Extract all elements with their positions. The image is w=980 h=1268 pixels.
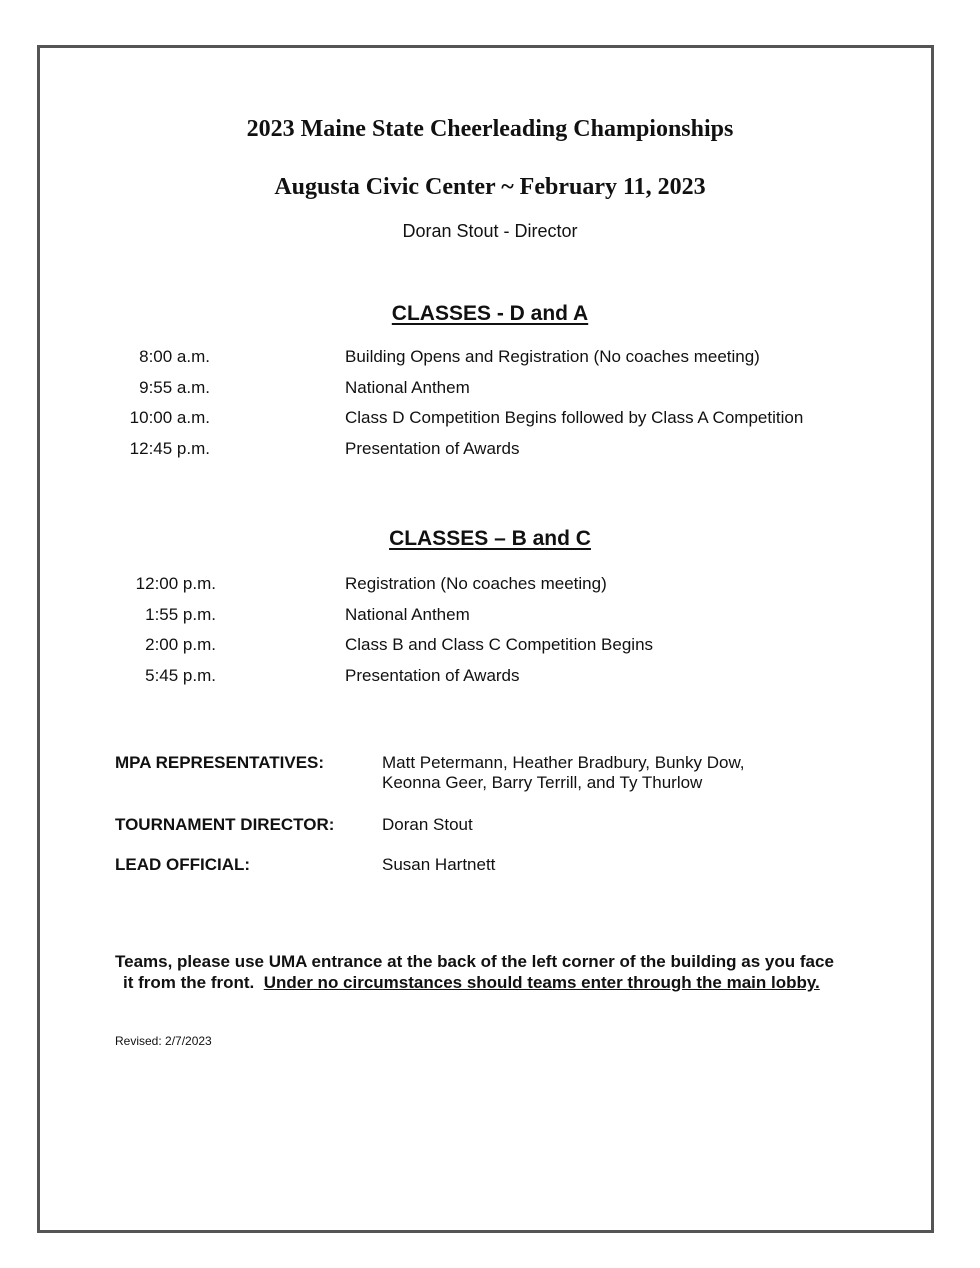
schedule-event: Presentation of Awards <box>345 439 520 458</box>
director-line: Doran Stout - Director <box>402 221 578 241</box>
entrance-notice <box>115 951 875 993</box>
staff-value-line: Keonna Geer, Barry Terrill, and Ty Thurlow <box>382 773 703 792</box>
schedule-time: 5:45 p.m. <box>145 666 216 685</box>
schedule-event: Class D Competition Begins followed by Class A Competition <box>345 408 804 427</box>
schedule-row <box>0 347 980 369</box>
section-heading-b-c: CLASSES – B and C <box>389 527 591 550</box>
schedule-event: Class B and Class C Competition Begins <box>345 635 654 654</box>
staff-value-line: Doran Stout <box>382 815 473 834</box>
staff-label: MPA REPRESENTATIVES: <box>115 753 325 772</box>
schedule-time: 12:00 p.m. <box>135 574 216 593</box>
notice-plain: it from the front. <box>123 973 255 992</box>
schedule-row <box>0 605 980 627</box>
section-heading-d-a: CLASSES - D and A <box>391 302 589 325</box>
schedule-row <box>0 666 980 688</box>
schedule-time: 12:45 p.m. <box>129 439 210 458</box>
schedule-time: 9:55 a.m. <box>139 378 210 397</box>
schedule-time: 10:00 a.m. <box>129 408 210 427</box>
staff-value-line: Matt Petermann, Heather Bradbury, Bunky Dow, <box>382 753 745 772</box>
notice-line-2 <box>115 972 875 993</box>
schedule-time: 1:55 p.m. <box>145 605 216 624</box>
staff-value-line: Susan Hartnett <box>382 855 496 874</box>
notice-emphasis: Under no circumstances should teams enter through the main lobby. <box>263 973 820 992</box>
schedule-row <box>0 574 980 596</box>
revised-date: Revised: 2/7/2023 <box>115 1034 212 1048</box>
staff-label: TOURNAMENT DIRECTOR: <box>115 815 335 834</box>
staff-value <box>382 815 473 835</box>
schedule-time: 8:00 a.m. <box>139 347 210 366</box>
schedule-row <box>0 408 980 430</box>
schedule-event: National Anthem <box>345 378 470 397</box>
schedule-event: Registration (No coaches meeting) <box>345 574 607 593</box>
staff-value <box>382 855 495 875</box>
notice-line-1: Teams, please use UMA entrance at the back of the left corner of the building as you face <box>115 952 834 971</box>
event-title: 2023 Maine State Cheerleading Championships <box>246 116 734 142</box>
schedule-row <box>0 635 980 657</box>
schedule-row <box>0 378 980 400</box>
schedule-event: Building Opens and Registration (No coaches meeting) <box>345 347 760 366</box>
schedule-event: Presentation of Awards <box>345 666 520 685</box>
schedule-row <box>0 439 980 461</box>
staff-value <box>382 753 745 793</box>
schedule-time: 2:00 p.m. <box>145 635 216 654</box>
schedule-event: National Anthem <box>345 605 470 624</box>
venue-date: Augusta Civic Center ~ February 11, 2023 <box>274 174 706 200</box>
staff-label: LEAD OFFICIAL: <box>115 855 251 874</box>
